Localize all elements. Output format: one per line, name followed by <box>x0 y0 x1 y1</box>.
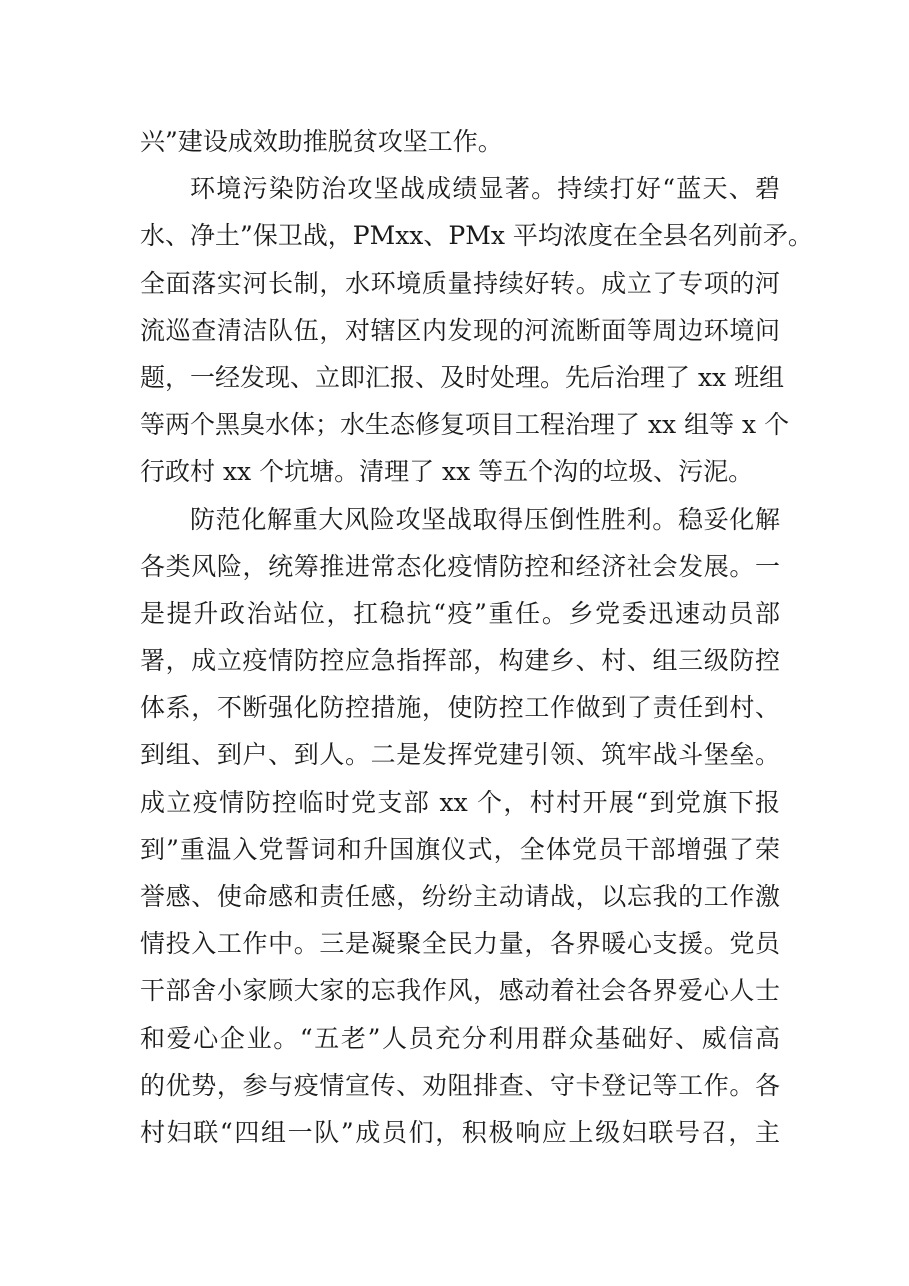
text-line: 等两个黑臭水体；水生态修复项目工程治理了 xx 组等 x 个 <box>140 410 790 440</box>
text-line: 全面落实河长制，水环境质量持续好转。成立了专项的河 <box>140 268 780 298</box>
text-line: 行政村 xx 个坑塘。清理了 xx 等五个沟的垃圾、污泥。 <box>140 457 754 487</box>
text-line: 是提升政治站位，扛稳抗“疫”重任。乡党委迅速动员部 <box>140 598 780 628</box>
text-line: 情投入工作中。三是凝聚全民力量，各界暖心支援。党员 <box>140 929 780 959</box>
text-line: 署，成立疫情防控应急指挥部，构建乡、村、组三级防控 <box>140 646 780 676</box>
text-line: 题，一经发现、立即汇报、及时处理。先后治理了 xx 班组 <box>140 362 785 392</box>
text-line: 到”重温入党誓词和升国旗仪式，全体党员干部增强了荣 <box>140 834 780 864</box>
text-line: 兴”建设成效助推脱贫攻坚工作。 <box>140 127 503 156</box>
text-line: 的优势，参与疫情宣传、劝阻排查、守卡登记等工作。各 <box>140 1070 780 1100</box>
body-text <box>140 118 813 1156</box>
paragraph-start-line: 环境污染防治攻坚战成绩显著。持续打好“蓝天、碧 <box>190 174 780 204</box>
text-line: 和爱心企业。“五老”人员充分利用群众基础好、威信高 <box>140 1023 780 1053</box>
text-line: 誉感、使命感和责任感，纷纷主动请战，以忘我的工作激 <box>140 882 780 911</box>
text-line: 干部舍小家顾大家的忘我作风，感动着社会各界爱心人士 <box>140 976 780 1006</box>
text-line: 到组、到户、到人。二是发挥党建引领、筑牢战斗堡垒。 <box>140 740 780 770</box>
text-line: 各类风险，统筹推进常态化疫情防控和经济社会发展。一 <box>140 551 780 581</box>
text-line: 水、净土”保卫战，PMxx、PMx 平均浓度在全县名列前矛。 <box>140 221 813 251</box>
paragraph-start-line: 防范化解重大风险攻坚战取得压倒性胜利。稳妥化解 <box>190 504 780 534</box>
text-line: 体系，不断强化防控措施，使防控工作做到了责任到村、 <box>140 693 780 723</box>
text-line: 村妇联“四组一队”成员们，积极响应上级妇联号召，主 <box>140 1117 780 1147</box>
text-line: 流巡查清洁队伍，对辖区内发现的河流断面等周边环境问 <box>140 315 780 345</box>
text-line: 成立疫情防控临时党支部 xx 个，村村开展“到党旗下报 <box>140 787 780 817</box>
